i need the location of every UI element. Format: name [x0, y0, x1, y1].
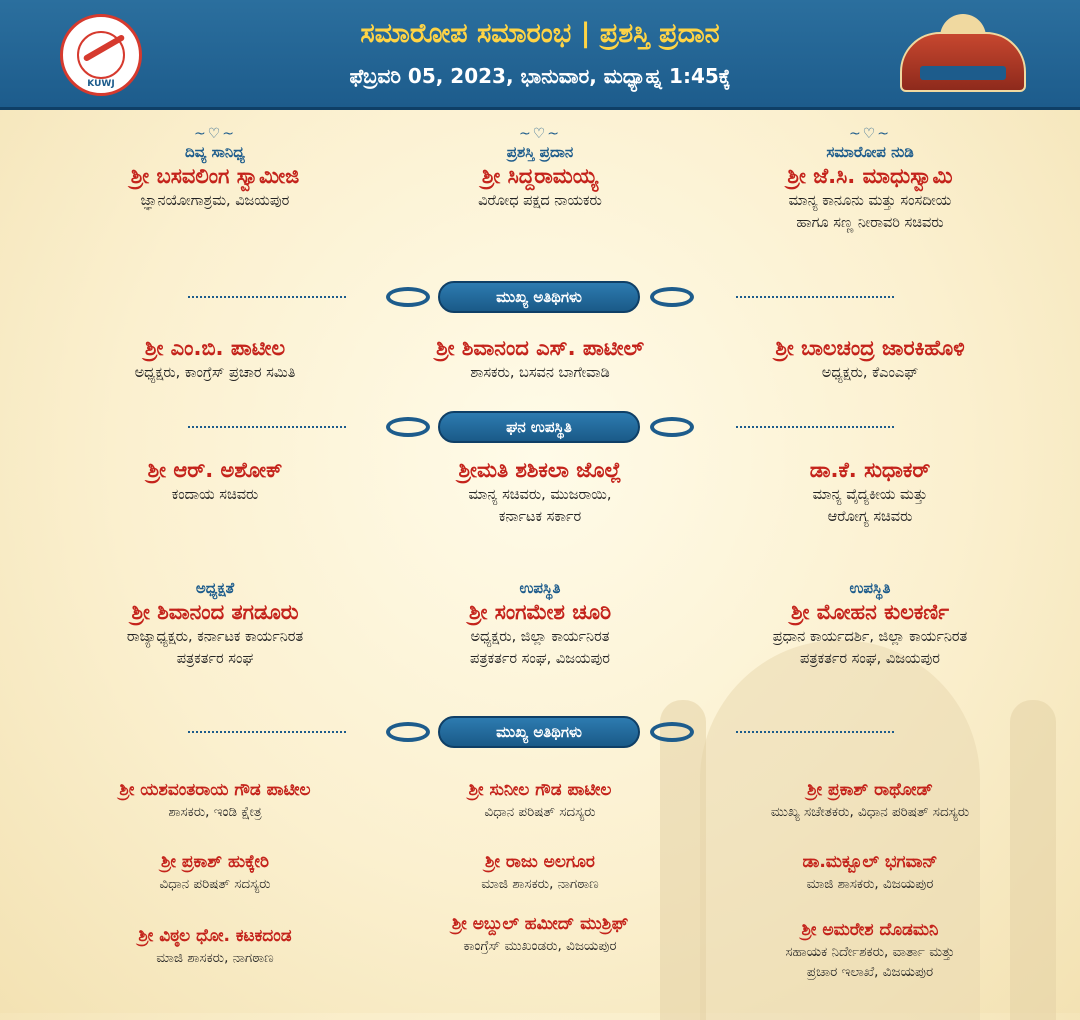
guest-card [60, 334, 370, 384]
guest-name: ಶ್ರೀ ಎಂ.ಬಿ. ಪಾಟೀಲ [144, 336, 286, 360]
section-heading: ಘನ ಉಪಸ್ಥಿತಿ [438, 411, 640, 443]
guest-desc: ಅಧ್ಯಕ್ಷರು, ಕೆಎಂಎಫ್ [821, 365, 919, 381]
guest-card [705, 778, 1035, 822]
guest-card [385, 912, 695, 956]
section-heading: ಮುಖ್ಯ ಅತಿಥಿಗಳು [438, 281, 640, 313]
official-card [385, 578, 695, 670]
dignitary-name: ಶ್ರೀ ಬಸವಲಿಂಗ ಸ್ವಾಮೀಜಿ [130, 164, 300, 188]
guest-card [60, 456, 370, 506]
official-name: ಶ್ರೀ ಶಿವಾನಂದ ತಗಡೂರು [131, 600, 299, 624]
official-card [705, 578, 1035, 670]
guest-name: ಡಾ.ಕೆ. ಸುಧಾಕರ್ [809, 458, 931, 482]
official-name: ಶ್ರೀ ಮೋಹನ ಕುಲಕರ್ಣಿ [790, 600, 950, 624]
guest-name: ಶ್ರೀ ಯಶವಂತರಾಯ ಗೌಡ ಪಾಟೀಲ [119, 780, 311, 800]
dignitary-card [385, 126, 695, 212]
guest-desc: ಅಧ್ಯಕ್ಷರು, ಕಾಂಗ್ರೆಸ್ ಪ್ರಚಾರ ಸಮಿತಿ [134, 365, 296, 381]
section-divider-presence [0, 407, 1080, 447]
event-date: ಫೆಬ್ರವರಿ 05, 2023, ಭಾನುವಾರ, ಮಧ್ಯಾಹ್ನ 1:45ಕ್ಕೆ [349, 64, 731, 88]
guest-card [385, 778, 695, 822]
dignitary-card [60, 126, 370, 212]
guest-desc: ಮಾನ್ಯ ವೈದ್ಯಕೀಯ ಮತ್ತು ಆರೋಗ್ಯ ಸಚಿವರು [812, 487, 928, 525]
guest-desc: ಸಹಾಯಕ ನಿರ್ದೇಶಕರು, ವಾರ್ತಾ ಮತ್ತು ಪ್ರಚಾರ ಇಲಾಖೆ, ವಿಜಯಪುರ [785, 944, 955, 980]
guest-name: ಶ್ರೀ ಪ್ರಕಾಶ್ ರಾಥೋಡ್ [807, 780, 933, 800]
guest-desc: ಶಾಸಕರು, ಬಸವನ ಬಾಗೇವಾಡಿ [470, 365, 610, 381]
ornament-icon: ~♡~ [518, 126, 561, 142]
dotted-line [736, 426, 894, 428]
guest-name: ಶ್ರೀ ಅಬ್ದುಲ್ ಹಮೀದ್ ಮುಶ್ರಿಫ್ [451, 914, 629, 934]
official-role: ಅಧ್ಯಕ್ಷತೆ [195, 579, 235, 597]
header-banner [0, 0, 1080, 110]
guest-desc: ಕಾಂಗ್ರೆಸ್ ಮುಖಂಡರು, ವಿಜಯಪುರ [463, 938, 617, 954]
guest-card [705, 456, 1035, 528]
dotted-line [188, 426, 346, 428]
guest-desc: ಮುಖ್ಯ ಸಚೇತಕರು, ವಿಧಾನ ಪರಿಷತ್ ಸದಸ್ಯರು [770, 804, 970, 820]
section-heading: ಮುಖ್ಯ ಅತಿಥಿಗಳು [438, 716, 640, 748]
official-card [60, 578, 370, 670]
dignitary-card [705, 126, 1035, 234]
dignitary-desc: ವಿರೋಧ ಪಕ್ಷದ ನಾಯಕರು [478, 193, 602, 209]
dignitary-desc: ಜ್ಞಾನಯೋಗಾಶ್ರಮ, ವಿಜಯಪುರ [140, 193, 290, 209]
guest-desc: ಶಾಸಕರು, ಇಂಡಿ ಕ್ಷೇತ್ರ [168, 804, 262, 820]
official-name: ಶ್ರೀ ಸಂಗಮೇಶ ಚೂರಿ [468, 600, 612, 624]
scroll-ornament-icon [386, 417, 430, 437]
dignitary-role: ಸಮಾರೋಪ ನುಡಿ [826, 143, 914, 161]
guest-card [60, 850, 370, 894]
guest-desc: ಮಾಜಿ ಶಾಸಕರು, ನಾಗಠಾಣ [481, 876, 599, 892]
guest-name: ಶ್ರೀ ವಿಠ್ಠಲ ಧೋ. ಕಟಕದಂಡ [138, 926, 292, 946]
guest-name: ಶ್ರೀ ಪ್ರಕಾಶ್ ಹುಕ್ಕೇರಿ [161, 852, 269, 872]
dotted-line [736, 731, 894, 733]
guest-desc: ವಿಧಾನ ಪರಿಷತ್ ಸದಸ್ಯರು [159, 876, 271, 892]
guest-card [705, 850, 1035, 894]
emblem-building-icon [900, 32, 1026, 92]
page-title: ಸಮಾರೋಪ ಸಮಾರಂಭ | ಪ್ರಶಸ್ತಿ ಪ್ರದಾನ [360, 18, 720, 49]
guest-name: ಶ್ರೀ ಶಿವಾನಂದ ಎಸ್. ಪಾಟೀಲ್ [436, 336, 644, 360]
guest-name: ಶ್ರೀ ಅಮರೇಶ ದೊಡಮನಿ [801, 920, 939, 940]
ornament-icon: ~♡~ [193, 126, 236, 142]
guest-card [705, 334, 1035, 384]
guest-card [385, 456, 695, 528]
dignitary-name: ಶ್ರೀ ಜೆ.ಸಿ. ಮಾಧುಸ್ವಾಮಿ [787, 164, 953, 188]
scroll-ornament-icon [386, 287, 430, 307]
guest-desc: ಮಾಜಿ ಶಾಸಕರು, ನಾಗಠಾಣ [156, 950, 274, 966]
dotted-line [188, 296, 346, 298]
dignitary-role: ಪ್ರಶಸ್ತಿ ಪ್ರದಾನ [506, 143, 574, 161]
dignitary-role: ದಿವ್ಯ ಸಾನಿಧ್ಯ [185, 143, 245, 161]
kuwj-logo [60, 14, 142, 96]
official-role: ಉಪಸ್ಥಿತಿ [519, 579, 561, 597]
guest-card [385, 334, 695, 384]
guest-name: ಶ್ರೀ ಸುನೀಲ ಗೌಡ ಪಾಟೀಲ [468, 780, 612, 800]
guest-name: ಶ್ರೀ ರಾಜು ಅಲಗೂರ [485, 852, 595, 872]
emblem-banner [920, 66, 1006, 80]
conference-emblem [890, 10, 1036, 100]
dignitary-desc: ಮಾನ್ಯ ಕಾನೂನು ಮತ್ತು ಸಂಸದೀಯ ಹಾಗೂ ಸಣ್ಣ ನೀರಾವರಿ ಸಚಿವರು [788, 193, 952, 231]
scroll-ornament-icon [650, 417, 694, 437]
guest-desc: ವಿಧಾನ ಪರಿಷತ್ ಸದಸ್ಯರು [484, 804, 596, 820]
logo-text: KUWJ [87, 79, 115, 89]
official-role: ಉಪಸ್ಥಿತಿ [849, 579, 891, 597]
guest-card [60, 778, 370, 822]
guest-name: ಶ್ರೀಮತಿ ಶಶಿಕಲಾ ಜೊಲ್ಲೆ [458, 458, 622, 482]
guest-desc: ಮಾನ್ಯ ಸಚಿವರು, ಮುಜರಾಯಿ, ಕರ್ನಾಟಕ ಸರ್ಕಾರ [468, 487, 612, 525]
dotted-line [188, 731, 346, 733]
guest-desc: ಮಾಜಿ ಶಾಸಕರು, ವಿಜಯಪುರ [806, 876, 934, 892]
guest-card [705, 918, 1035, 982]
section-divider-chief-guests [0, 277, 1080, 317]
guest-card [385, 850, 695, 894]
guest-card [60, 924, 370, 968]
section-divider-chief-guests-2 [0, 712, 1080, 752]
scroll-ornament-icon [650, 722, 694, 742]
guest-desc: ಕಂದಾಯ ಸಚಿವರು [171, 487, 259, 503]
scroll-ornament-icon [650, 287, 694, 307]
dotted-line [736, 296, 894, 298]
official-desc: ಅಧ್ಯಕ್ಷರು, ಜಿಲ್ಲಾ ಕಾರ್ಯನಿರತ ಪತ್ರಕರ್ತರ ಸಂಘ, ವಿಜಯಪುರ [470, 629, 610, 667]
ornament-icon: ~♡~ [848, 126, 891, 142]
scroll-ornament-icon [386, 722, 430, 742]
guest-name: ಶ್ರೀ ಆರ್. ಅಶೋಕ್ [147, 458, 283, 482]
official-desc: ರಾಜ್ಯಾಧ್ಯಕ್ಷರು, ಕರ್ನಾಟಕ ಕಾರ್ಯನಿರತ ಪತ್ರಕರ್ತರ ಸಂಘ [126, 629, 304, 667]
guest-name: ಡಾ.ಮಕ್ಬೂಲ್ ಭಗವಾನ್ [802, 852, 938, 872]
official-desc: ಪ್ರಧಾನ ಕಾರ್ಯದರ್ಶಿ, ಜಿಲ್ಲಾ ಕಾರ್ಯನಿರತ ಪತ್ರಕರ್ತರ ಸಂಘ, ವಿಜಯಪುರ [772, 629, 968, 667]
guest-name: ಶ್ರೀ ಬಾಲಚಂದ್ರ ಜಾರಕಿಹೊಳಿ [775, 336, 965, 360]
dignitary-name: ಶ್ರೀ ಸಿದ್ದರಾಮಯ್ಯ [481, 164, 599, 188]
